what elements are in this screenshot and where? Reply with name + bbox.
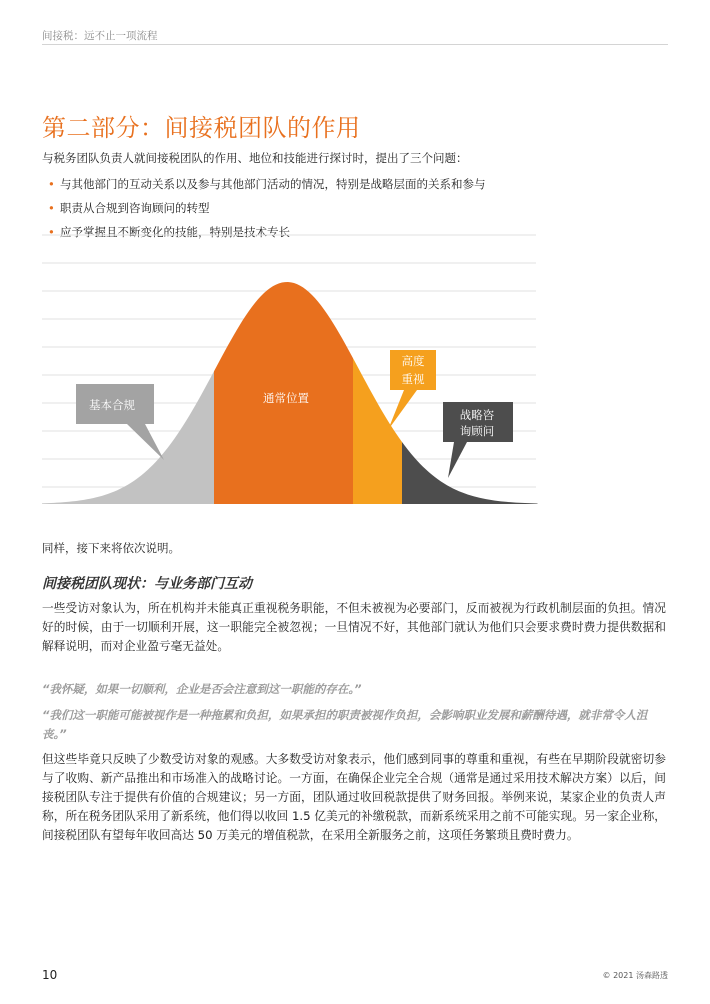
chart-label: 通常位置 (263, 391, 309, 405)
bell-curve-chart (42, 232, 538, 508)
bullet-icon: • (48, 225, 55, 239)
callout-high-importance (388, 350, 436, 430)
section-title: 第二部分：间接税团队的作用 (42, 114, 361, 142)
page-number: 10 (42, 968, 58, 982)
chart-label: 高度 (401, 354, 425, 368)
list-item: • 应予掌握且不断变化的技能，特别是技术专长 (48, 220, 486, 244)
callout-basic-compliance (76, 384, 164, 460)
intro-text: 与税务团队负责人就间接税团队的作用、地位和技能进行探讨时，提出了三个问题： (42, 151, 468, 165)
quote-1: “我怀疑，如果一切顺利，企业是否会注意到这一职能的存在。” (42, 682, 362, 696)
body-paragraph-1: 一些受访对象认为，所在机构并未能真正重视税务职能，不但未被视为必要部门，反而被视为行政机制层面的负担。情况好的时候，由于一切顺利开展，这一职能完全被忽视；一旦情况不好，其他部门就认为他们只会要求费时费力提供数据和解释说明，而对企业盈亏毫无益处。 (42, 601, 666, 653)
quote-2: “我们这一职能可能被视作是一种拖累和负担，如果承担的职责被视作负担，会影响职业发展和薪酬待遇，就非常令人沮丧。” (42, 708, 648, 741)
chart-label: 战略咨 (459, 408, 495, 422)
body-paragraph-2: 但这些毕竟只反映了少数受访对象的观感。大多数受访对象表示，他们感到同事的尊重和重视，有些在早期阶段就密切参与了收购、新产品推出和市场准入的战略讨论。一方面，在确保企业完全合规（通常是通过采用技术解决方案）以后，间接税团队专注于提供有价值的合规建议；另一方面，团队通过收回税款提供了财务回报。举例来说，某家企业的负责人声称，所在税务团队采用了新系统，他们得以收回 1.5 亿美元的补缴税款，而新系统采用之前不可能实现。另一家企业称，间接税团队有望每年收回高达 50 万美元的增值税款，在采用全新服务之前，这项任务繁琐且费时费力。 (42, 752, 666, 842)
subsection-heading: 间接税团队现状：与业务部门互动 (42, 576, 252, 592)
chart-label: 基本合规 (89, 398, 135, 412)
callout-strategic-advisor (443, 402, 513, 478)
bullet-icon: • (48, 201, 55, 215)
list-item: • 与其他部门的互动关系以及参与其他部门活动的情况，特别是战略层面的关系和参与 (48, 172, 486, 196)
segment-basic-compliance (42, 232, 214, 508)
list-item: • 职责从合规到咨询顾问的转型 (48, 196, 486, 220)
transition-text: 同样，接下来将依次说明。 (42, 541, 180, 555)
running-header: 间接税：远不止一项流程 (42, 30, 158, 42)
chart-label: 重视 (401, 372, 425, 386)
segment-usual-position (214, 232, 353, 508)
header-divider (42, 44, 668, 45)
bullet-icon: • (48, 177, 55, 191)
chart-label: 询顾问 (459, 424, 495, 438)
copyright: © 2021 汤森路透 (602, 971, 668, 980)
